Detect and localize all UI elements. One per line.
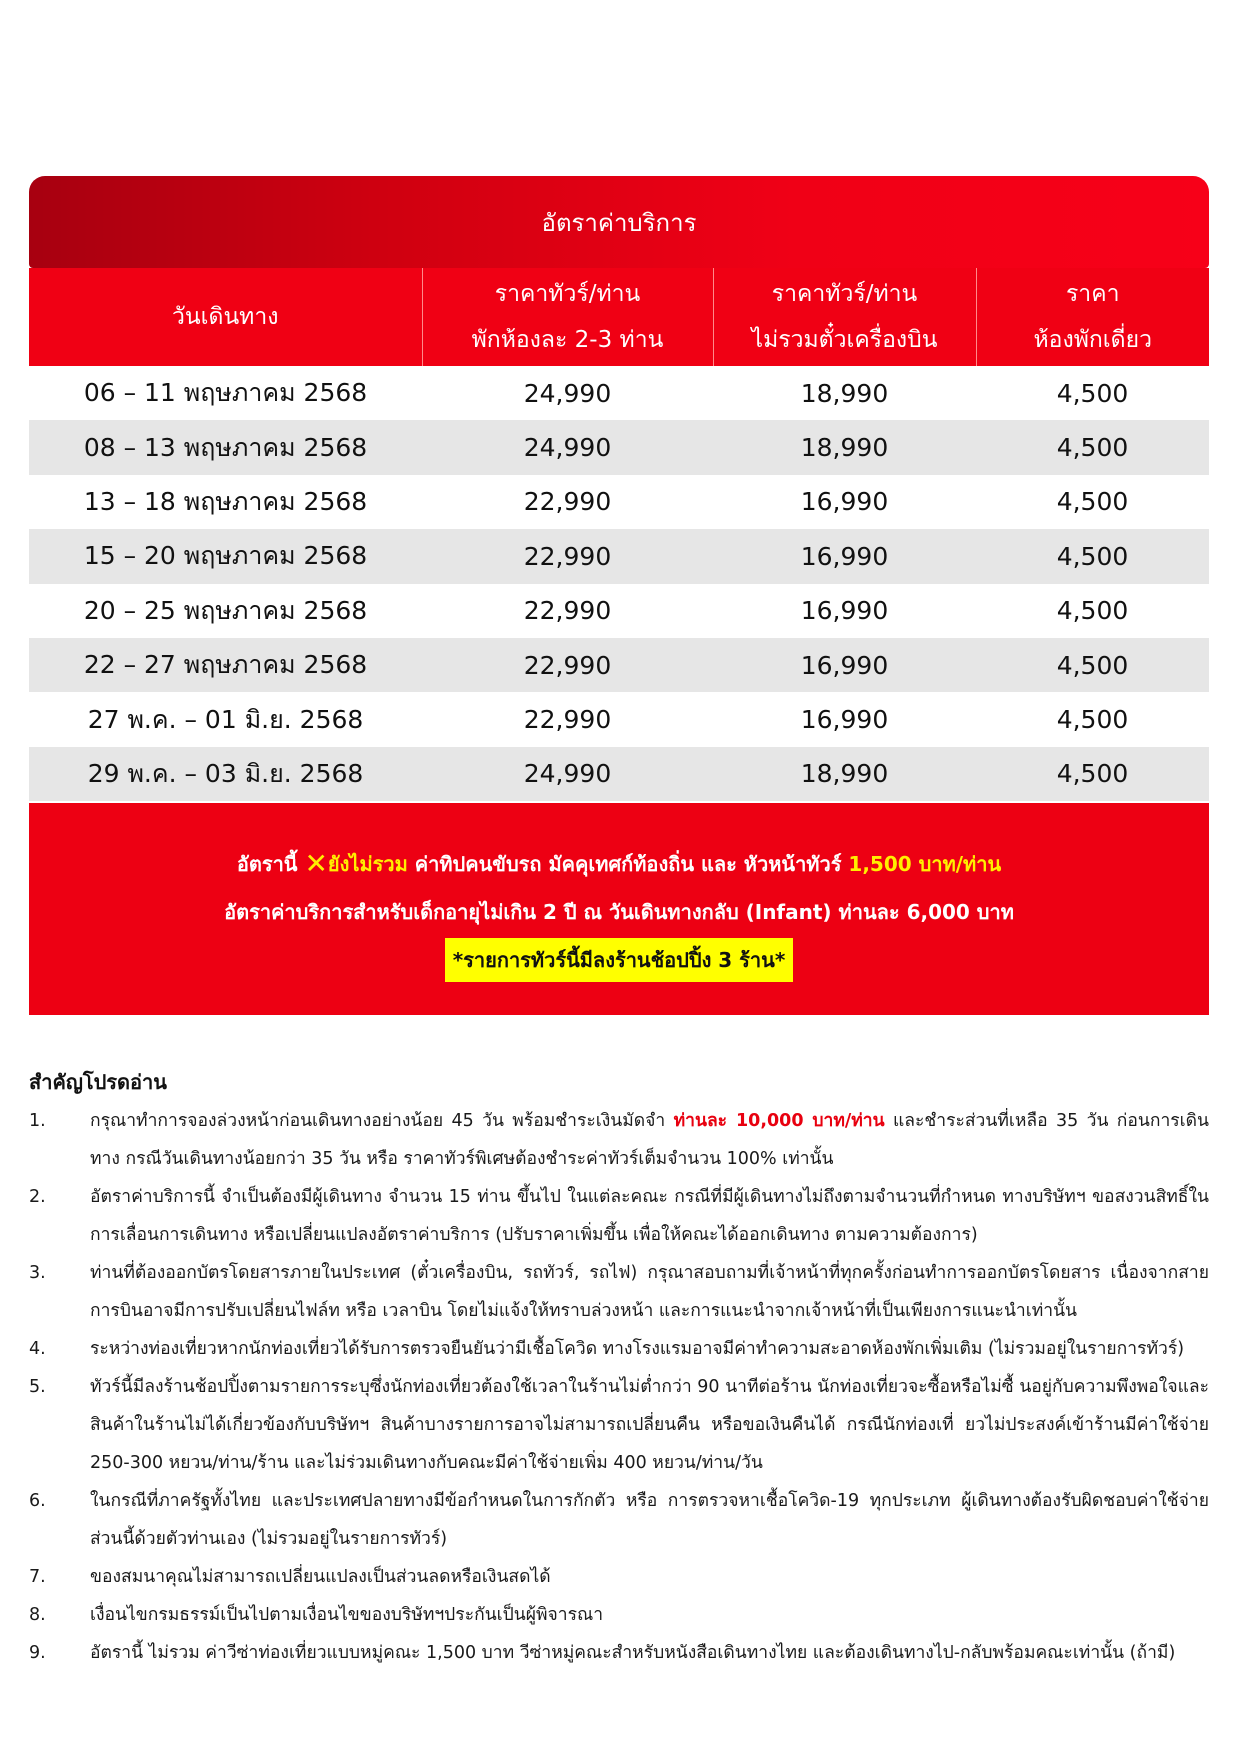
rate-title-banner [29,176,1209,268]
list-item: 8. เงื่อนไขกรมธรรม์เป็นไปตามเงื่อนไขของบริษัทฯประกันเป็นผู้พิจารณา [29,1605,604,1625]
list-item: 9. อัตรานี้ ไม่รวม ค่าวีซ่าท่องเที่ยวแบบหมู่คณะ 1,500 บาท วีซ่าหมู่คณะสำหรับหนังสือเดินทางไทย และต้องเดินทางไป-กลับพร้อมคณะเท่านั้น (ถ้ามี) [29,1643,1176,1663]
list-item: 4. ระหว่างท่องเที่ยวหากนักท่องเที่ยวได้รับการตรวจยืนยันว่ามีเชื้อโควิด ทางโรงแรมอาจมีค่าทำความสะอาดห้องพักเพิ่มเติม (ไม่รวมอยู่ในรายการทัวร์) [29,1339,1185,1359]
list-item: 2. อัตราค่าบริการนี้ จำเป็นต้องมีผู้เดินทาง จำนวน 15 ท่าน ขึ้นไป ในแต่ละคณะ กรณีที่มีผู้เดินทางไม่ถึงตามจำนวนที่กำหนด ทางบริษัทฯ ขอสงวนสิทธิ์ในการเลื่อนการเดินทาง หรือเปลี่ยนแปลงอัตราค่าบริการ (ปรับราคาเพิ่มขึ้น เพื่อให้คณะได้ออกเดินทาง ตามความต้องการ) [29,1187,1209,1245]
rate-notice-box [29,803,1209,1015]
cell-date: 13 – 18 พฤษภาคม 2568 [83,486,368,516]
cross-icon: ✕ [304,847,328,880]
table-row [29,584,1209,638]
cell-date: 27 พ.ค. – 01 มิ.ย. 2568 [87,704,364,734]
cell-price-no-ticket: 16,990 [800,487,889,517]
list-item: 7. ของสมนาคุณไม่สามารถเปลี่ยนแปลงเป็นส่วนลดหรือเงินสดได้ [29,1567,551,1587]
cell-single-room: 4,500 [1056,705,1129,735]
cell-price-shared: 24,990 [422,747,713,801]
cell-date: 06 – 11 พฤษภาคม 2568 [83,378,368,408]
cell-date: 15 – 20 พฤษภาคม 2568 [29,529,422,583]
header-tour-price-no-ticket: ราคาทัวร์/ท่าน ไม่รวมตั๋วเครื่องบิน [713,268,976,366]
rate-title: อัตราค่าบริการ [541,208,697,237]
table-row [29,366,1209,420]
cell-single-room: 4,500 [1056,596,1129,626]
cell-single-room: 4,500 [976,747,1209,801]
table-row [29,692,1209,746]
list-item: 6. ในกรณีที่ภาครัฐทั้งไทย และประเทศปลายทางมีข้อกำหนดในการกักตัว หรือ การตรวจหาเชื้อโควิด-19 ทุกประเภท ผู้เดินทางต้องรับผิดชอบค่าใช้จ่ายส่วนนี้ด้วยตัวท่านเอง (ไม่รวมอยู่ในรายการทัวร์) [29,1491,1209,1549]
cell-price-shared: 22,990 [422,638,713,692]
cell-date: 29 พ.ค. – 03 มิ.ย. 2568 [29,747,422,801]
cell-single-room: 4,500 [1056,378,1129,408]
header-tour-price-shared: ราคาทัวร์/ท่าน พักห้องละ 2-3 ท่าน [422,268,713,366]
price-table-header [29,268,1209,366]
cell-single-room: 4,500 [976,529,1209,583]
list-item: 3. ท่านที่ต้องออกบัตรโดยสารภายในประเทศ (ตั๋วเครื่องบิน, รถทัวร์, รถไฟ) กรุณาสอบถามที่เจ้าหน้าที่ทุกครั้งก่อนทำการออกบัตรโดยสาร เนื่องจากสายการบินอาจมีการปรับเปลี่ยนไฟล์ท หรือ เวลาบิน โดยไม่แจ้งให้ทราบล่วงหน้า และการแนะนำจากเจ้าหน้าที่เป็นเพียงการแนะนำเท่านั้น [29,1263,1209,1321]
cell-date: 22 – 27 พฤษภาคม 2568 [29,638,422,692]
cell-single-room: 4,500 [976,420,1209,474]
cell-price-shared: 22,990 [523,705,612,735]
table-row [29,475,1209,529]
cell-price-no-ticket: 16,990 [713,638,976,692]
notice-excluded-line: อัตรานี้ ✕ยังไม่รวม ค่าทิปคนขับรถ มัคคุเทศก์ท้องถิ่น และ หัวหน้าทัวร์ 1,500 บาท/ท่าน [236,847,1002,880]
cell-price-no-ticket: 18,990 [800,378,889,408]
table-row [29,420,1209,474]
cell-single-room: 4,500 [1056,487,1129,517]
notice-infant-line: อัตราค่าบริการสำหรับเด็กอายุไม่เกิน 2 ปี ณ วันเดินทางกลับ (Infant) ท่านละ 6,000 บาท [224,900,1014,924]
cell-price-no-ticket: 18,990 [713,747,976,801]
cell-price-shared: 24,990 [523,378,612,408]
header-travel-date: วันเดินทาง [29,268,422,366]
shopping-highlight: *รายการทัวร์นี้มีลงร้านช้อปปิ้ง 3 ร้าน* [445,938,794,982]
cell-date: 20 – 25 พฤษภาคม 2568 [83,595,368,625]
table-row [29,747,1209,801]
cell-price-no-ticket: 18,990 [713,420,976,474]
cell-price-shared: 22,990 [523,487,612,517]
cell-price-no-ticket: 16,990 [800,705,889,735]
table-row [29,638,1209,692]
cell-single-room: 4,500 [976,638,1209,692]
cell-price-shared: 22,990 [523,596,612,626]
cell-price-shared: 22,990 [422,529,713,583]
table-row [29,529,1209,583]
important-title: สำคัญโปรดอ่าน [29,1070,167,1094]
cell-date: 08 – 13 พฤษภาคม 2568 [29,420,422,474]
list-item: 5. ทัวร์นี้มีลงร้านช้อปปิ้งตามรายการระบุซึ่งนักท่องเที่ยวต้องใช้เวลาในร้านไม่ต่ำกว่า 90 นาทีต่อร้าน นักท่องเที่ยวจะซื้อหรือไม่ซื้ นอยู่กับความพึงพอใจและสินค้าในร้านไม่ได้เกี่ยวข้องกับบริษัทฯ สินค้าบางรายการอาจไม่สามารถเปลี่ยนคืน หรือขอเงินคืนได้ กรณีนักท่องเที่ ยวไม่ประสงค์เข้าร้านมีค่าใช้จ่าย 250-300 หยวน/ท่าน/ร้าน และไม่ร่วมเดินทางกับคณะมีค่าใช้จ่ายเพิ่ม 400 หยวน/ท่าน/วัน [29,1377,1209,1473]
notice-shopping-line [29,938,1209,982]
header-single-room: ราคา ห้องพักเดี่ยว [976,268,1209,366]
cell-price-no-ticket: 16,990 [800,596,889,626]
cell-price-no-ticket: 16,990 [713,529,976,583]
price-table [29,268,1209,801]
cell-price-shared: 24,990 [422,420,713,474]
list-item: 1. กรุณาทำการจองล่วงหน้าก่อนเดินทางอย่างน้อย 45 วัน พร้อมชำระเงินมัดจำ ท่านละ 10,000 บาท/ท่าน และชำระส่วนที่เหลือ 35 วัน ก่อนการเดินทาง กรณีวันเดินทางน้อยกว่า 35 วัน หรือ ราคาทัวร์พิเศษต้องชำระค่าทัวร์เต็มจำนวน 100% เท่านั้น [29,1111,1209,1169]
important-notes-list [29,1102,1209,1672]
